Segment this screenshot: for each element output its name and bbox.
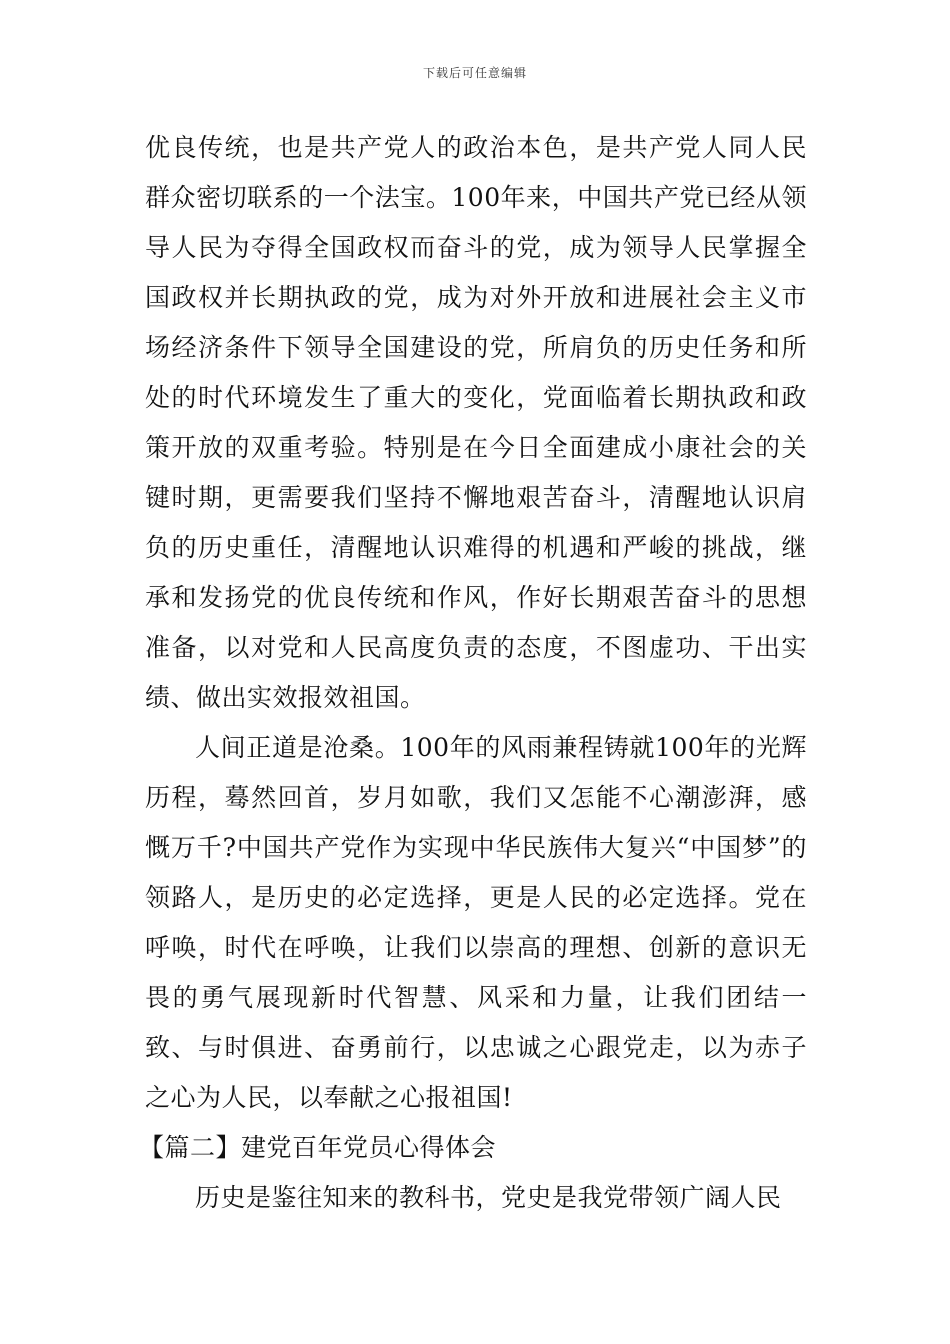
- page-header: 下载后可任意编辑: [422, 66, 527, 80]
- document-body: [139, 123, 807, 1223]
- paragraph-conclusion: 人间正道是沧桑。100年的风雨兼程铸就100年的光辉历程，蓦然回首，岁月如歌，我们又怎能不心潮澎湃，感慨万千?中国共产党作为实现中华民族伟大复兴“中国梦”的领路人，是历史的必定选择，更是人民的必定选择。党在呼唤，时代在呼唤，让我们以崇高的理想、创新的意识无畏的勇气展现新时代智慧、风采和力量，让我们团结一致、与时俱进、奋勇前行，以忠诚之心跟党走，以为赤子之心为人民，以奉献之心报祖国!: [145, 733, 807, 1112]
- paragraph-continuation: 优良传统，也是共产党人的政治本色，是共产党人同人民群众密切联系的一个法宝。100年来，中国共产党已经从领导人民为夺得全国政权而奋斗的党，成为领导人民掌握全国政权并长期执政的党，成为对外开放和进展社会主义市场经济条件下领导全国建设的党，所肩负的历史任务和所处的时代环境发生了重大的变化，党面临着长期执政和政策开放的双重考验。特别是在今日全面建成小康社会的关键时期，更需要我们坚持不懈地艰苦奋斗，清醒地认识肩负的历史重任，清醒地认识难得的机遇和严峻的挑战，继承和发扬党的优良传统和作风，作好长期艰苦奋斗的思想准备，以对党和人民高度负责的态度，不图虚功、干出实绩、做出实效报效祖国。: [145, 133, 807, 712]
- section-heading: 【篇二】建党百年党员心得体会: [139, 1133, 497, 1162]
- paragraph-section-start: 历史是鉴往知来的教科书，党史是我党带领广阔人民: [195, 1183, 782, 1212]
